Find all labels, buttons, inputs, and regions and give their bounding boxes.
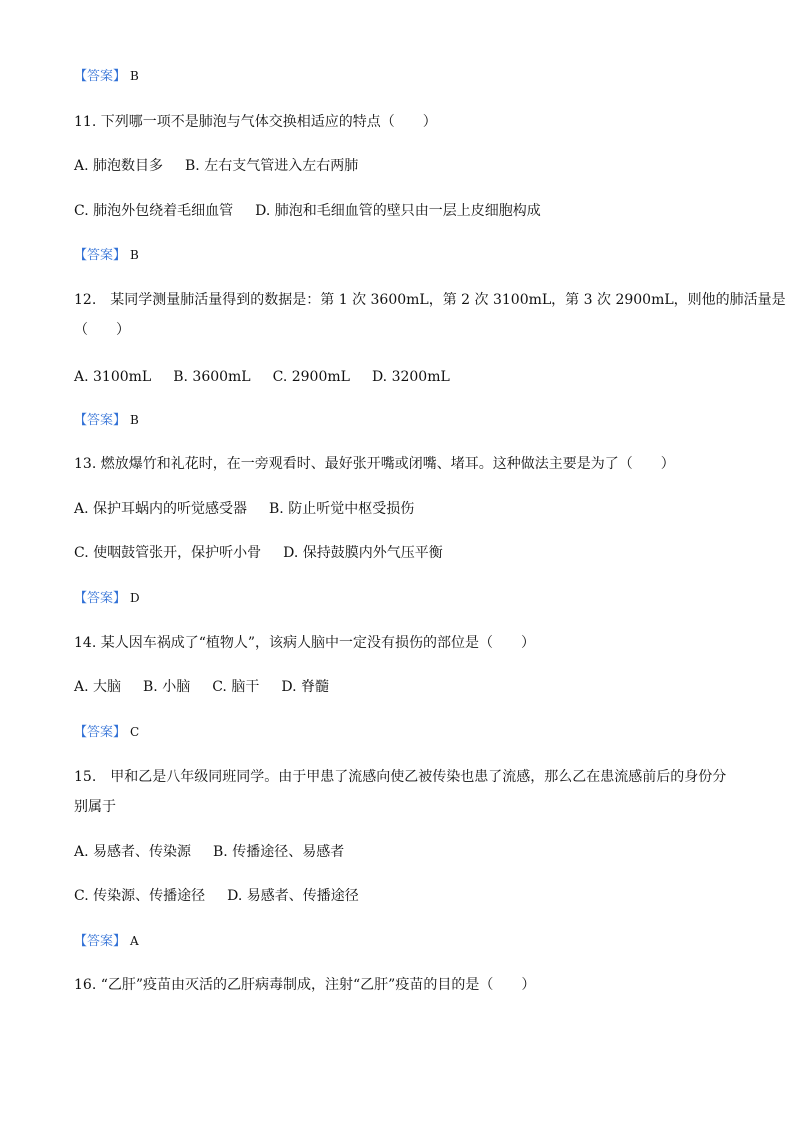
option-a: A. 易感者、传染源: [74, 844, 192, 860]
question-14: 14. 某人因车祸成了“植物人”，该病人脑中一定没有损伤的部位是（ ）: [74, 635, 536, 651]
answer-12: [74, 410, 734, 431]
option-b: B. 3600mL: [173, 369, 251, 385]
answer-14: [74, 722, 734, 743]
option-c: C. 使咽鼓管张开，保护听小骨: [74, 545, 262, 561]
option-d: D. 保持鼓膜内外气压平衡: [283, 545, 443, 561]
option-c: C. 脑干: [212, 679, 260, 695]
option-c: C. 肺泡外包绕着毛细血管: [74, 203, 234, 219]
answer-11: [74, 245, 734, 266]
option-a: A. 保护耳蜗内的听觉感受器: [74, 501, 248, 517]
option-c: C. 传染源、传播途径: [74, 888, 206, 904]
option-d: D. 易感者、传播途径: [227, 888, 359, 904]
answer-value: D: [130, 591, 140, 605]
question-14-options: [74, 677, 734, 697]
question-12-continued: （ ）: [74, 322, 130, 338]
option-b: B. 传播途径、易感者: [213, 844, 345, 860]
option-a: A. 大脑: [74, 679, 122, 695]
answer-value: A: [130, 934, 139, 948]
answer-value: B: [130, 69, 139, 83]
question-15: 15. 甲和乙是八年级同班同学。由于甲患了流感向使乙被传染也患了流感，那么乙在患流感前后的身份分: [74, 769, 727, 785]
option-b: B. 小脑: [143, 679, 191, 695]
answer-label: 【答案】: [74, 934, 127, 949]
answer-13: [74, 588, 734, 609]
option-b: B. 防止听觉中枢受损伤: [269, 501, 415, 517]
question-15-options-row-2: [74, 886, 734, 906]
option-d: D. 脊髓: [281, 679, 329, 695]
question-11: 11. 下列哪一项不是肺泡与气体交换相适应的特点（ ）: [74, 114, 437, 130]
option-d: D. 肺泡和毛细血管的壁只由一层上皮细胞构成: [255, 203, 541, 219]
question-15-options-row-1: [74, 842, 734, 862]
answer-value: C: [130, 725, 140, 739]
question-16: 16. “乙肝”疫苗由灭活的乙肝病毒制成，注射“乙肝”疫苗的目的是（ ）: [74, 977, 536, 993]
option-c: C. 2900mL: [272, 369, 350, 385]
question-11-options-row-1: [74, 156, 734, 176]
question-12: 12. 某同学测量肺活量得到的数据是：第 1 次 3600mL，第 2 次 3100mL，第 3 次 2900mL，则他的肺活量是: [74, 292, 786, 308]
answer-label: 【答案】: [74, 413, 127, 428]
option-a: A. 肺泡数目多: [74, 158, 164, 174]
answer-label: 【答案】: [74, 248, 127, 263]
option-d: D. 3200mL: [371, 369, 450, 385]
question-11-options-row-2: [74, 201, 734, 221]
answer-15: [74, 931, 734, 952]
answer-value: B: [130, 248, 139, 262]
answer-10: [74, 66, 734, 87]
answer-label: 【答案】: [74, 69, 127, 84]
answer-label: 【答案】: [74, 591, 127, 606]
question-13-options-row-1: [74, 499, 734, 519]
answer-label: 【答案】: [74, 725, 127, 740]
option-a: A. 3100mL: [74, 369, 152, 385]
question-15-continued: 别属于: [74, 799, 116, 815]
option-b: B. 左右支气管进入左右两肺: [185, 158, 359, 174]
question-12-options: [74, 367, 734, 387]
question-13: 13. 燃放爆竹和礼花时，在一旁观看时、最好张开嘴或闭嘴、堵耳。这种做法主要是为了（ ）: [74, 456, 675, 472]
answer-value: B: [130, 413, 139, 427]
question-13-options-row-2: [74, 543, 734, 563]
